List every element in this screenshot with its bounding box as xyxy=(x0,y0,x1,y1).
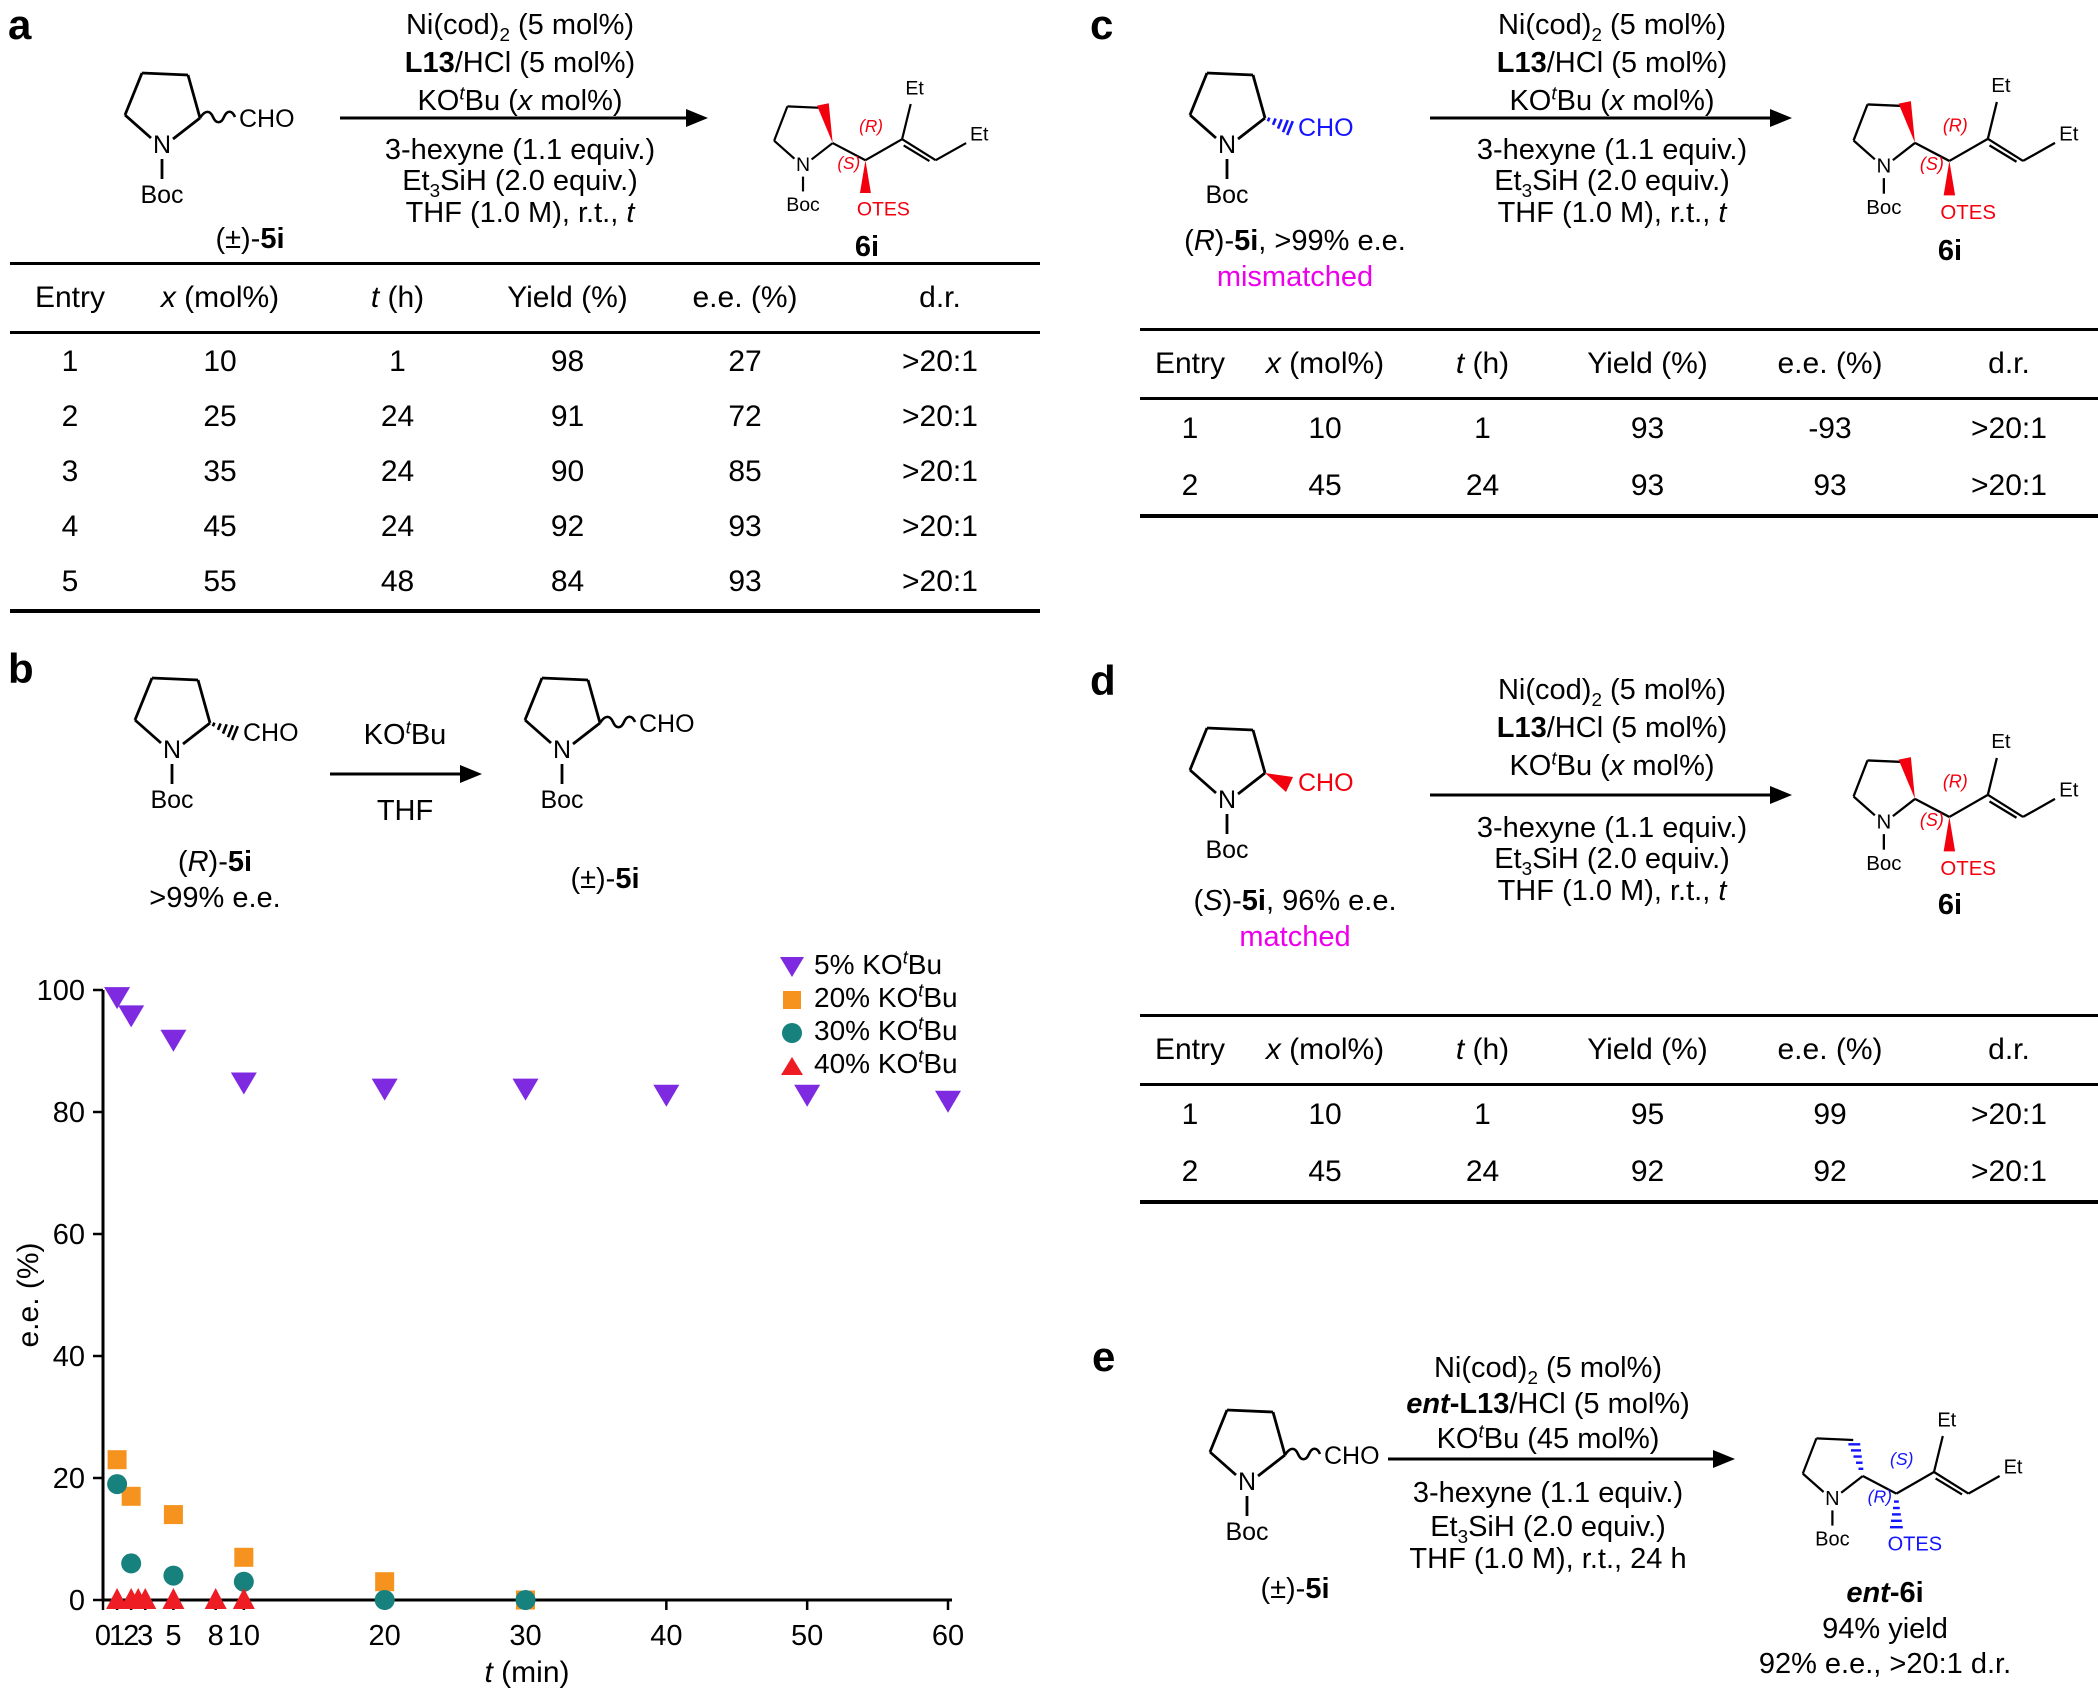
ring-hash-bond xyxy=(1848,1444,1863,1468)
table-cell: 91 xyxy=(550,399,585,433)
panel-d-table-wrap xyxy=(1140,1014,2098,1204)
reactant-name-e: (±)-5i xyxy=(1260,1573,1330,1605)
svg-text:8: 8 xyxy=(207,1620,224,1652)
reactant-structure-c xyxy=(1165,45,1405,220)
table-cell: 1 xyxy=(1474,1097,1491,1131)
legend-label: 30% $KO^tBu$ xyxy=(814,1013,958,1046)
stereo-descriptor: (R) xyxy=(859,116,884,137)
svg-text:10: 10 xyxy=(227,1620,260,1652)
table-cell: 85 xyxy=(728,454,762,488)
legend-label: 5% $KO^tBu$ xyxy=(814,947,943,980)
stereo-descriptor: (R) xyxy=(1942,115,1968,136)
table-cell: 1 xyxy=(389,344,406,378)
table-header-row xyxy=(1140,1016,2098,1085)
reactant-structure-d xyxy=(1165,700,1405,875)
otes-wedge-bond xyxy=(1944,161,1955,195)
table-cell: -93 xyxy=(1808,411,1852,445)
nitrogen-atom-label: N xyxy=(1217,786,1237,814)
table-cell: 93 xyxy=(728,564,762,598)
svg-text:3: 3 xyxy=(137,1620,154,1652)
nitrogen-atom-label: N xyxy=(795,154,811,177)
svg-text:50: 50 xyxy=(791,1620,824,1652)
table-cell: 45 xyxy=(203,509,237,543)
panel-a-table-wrap xyxy=(10,262,1040,613)
column-header: x (mol%) xyxy=(130,264,310,333)
boc-group-label: Boc xyxy=(140,181,184,209)
condition-line: $Et_3SiH$ (2.0 equiv.) xyxy=(1430,1511,1666,1547)
condition-line: THF (1.0 M), r.t., t xyxy=(405,197,635,229)
ethyl-group-label: Et xyxy=(905,77,924,100)
table-cell: 3 xyxy=(61,454,79,488)
ethyl-group-label: Et xyxy=(1991,74,2011,98)
table-row xyxy=(1140,457,2098,516)
table-cell: >20:1 xyxy=(902,399,978,433)
table-row xyxy=(1140,1143,2098,1202)
otes-group-label: OTES xyxy=(1887,1533,1943,1556)
reaction-arrow-e xyxy=(1388,1447,1735,1471)
condition-line: $Et_3SiH$ (2.0 equiv.) xyxy=(1494,843,1730,879)
condition-line: $Ni(cod)_2$ (5 mol%) xyxy=(1497,9,1727,45)
boc-group-label: Boc xyxy=(1866,196,1902,220)
table-cell: 72 xyxy=(728,399,762,433)
hashed-wedge-bond xyxy=(213,723,238,740)
product-structure-e xyxy=(1770,1356,2026,1560)
product-name-e: ent-6i xyxy=(1846,1577,1924,1609)
table-cell: 35 xyxy=(203,454,237,488)
table-cell: 10 xyxy=(1308,411,1342,445)
column-header: Yield (%) xyxy=(485,264,650,333)
table-cell: 10 xyxy=(1308,1097,1342,1131)
table-cell: 90 xyxy=(550,454,585,488)
table-cell: >20:1 xyxy=(1971,1154,2047,1188)
reactant-name-a: (±)-5i xyxy=(215,223,285,255)
legend-item xyxy=(778,948,958,981)
condition-line: $KO^tBu$ (45 mol%) xyxy=(1436,1420,1660,1455)
table-cell: 95 xyxy=(1630,1097,1665,1131)
condition-line: $Et_3SiH$ (2.0 equiv.) xyxy=(1494,165,1730,201)
reactant-ee-b: >99% e.e. xyxy=(149,882,281,914)
boc-group-label: Boc xyxy=(1205,836,1249,864)
column-header: d.r. xyxy=(1920,330,2098,399)
product-name-c: 6i xyxy=(1937,235,1963,267)
ethyl-group-label: Et xyxy=(2059,122,2079,146)
table-cell: 93 xyxy=(1630,411,1665,445)
otes-wedge-bond xyxy=(860,160,871,193)
table-cell: 2 xyxy=(1181,468,1199,502)
table-cell: 27 xyxy=(728,344,762,378)
table-cell: 99 xyxy=(1813,1097,1847,1131)
condition-line: L13/HCl (5 mol%) xyxy=(1496,712,1728,744)
table-row xyxy=(1140,399,2098,458)
legend-marker-circle-icon xyxy=(778,1016,806,1046)
table-cell: >20:1 xyxy=(902,454,978,488)
condition-line: $Ni(cod)_2$ (5 mol%) xyxy=(1497,674,1727,710)
stereo-descriptor: (R) xyxy=(1942,771,1968,792)
svg-text:100: 100 xyxy=(36,975,85,1007)
chart-x-axis-title: t (min) xyxy=(484,1656,570,1689)
panel-d-table xyxy=(1140,1014,2098,1204)
nitrogen-atom-label: N xyxy=(552,736,572,764)
cho-group-label: CHO xyxy=(1298,769,1354,797)
panel-d-label: d xyxy=(1090,657,1116,704)
reactant-structure-b xyxy=(110,650,350,825)
table-cell: 84 xyxy=(550,564,585,598)
table-cell: >20:1 xyxy=(902,509,978,543)
product-name-a: 6i xyxy=(854,231,880,263)
table-cell: 1 xyxy=(61,344,79,378)
table-cell: 55 xyxy=(203,564,237,598)
panel-c-label: c xyxy=(1090,1,1114,48)
otes-group-label: OTES xyxy=(856,198,910,221)
stereo-descriptor: (S) xyxy=(1919,809,1944,830)
nitrogen-atom-label: N xyxy=(1237,1468,1257,1496)
table-row xyxy=(10,554,1040,611)
panel-a-label: a xyxy=(8,1,32,48)
nitrogen-atom-label: N xyxy=(1825,1487,1840,1510)
table-cell: >20:1 xyxy=(902,344,978,378)
svg-text:30: 30 xyxy=(509,1620,542,1652)
svg-text:2: 2 xyxy=(123,1620,140,1652)
legend-marker-square-icon xyxy=(778,983,806,1013)
ethyl-group-label: Et xyxy=(2003,1456,2023,1479)
table-cell: >20:1 xyxy=(1971,468,2047,502)
nitrogen-atom-label: N xyxy=(1876,810,1892,834)
otes-group-label: OTES xyxy=(1940,857,1997,881)
svg-text:0: 0 xyxy=(94,1620,112,1652)
legend-item xyxy=(778,981,958,1014)
table-cell: 24 xyxy=(1465,1154,1500,1188)
table-cell: 24 xyxy=(1465,468,1500,502)
table-cell: 24 xyxy=(380,509,415,543)
product-structure-d xyxy=(1820,676,2082,885)
ring-wedge-bond xyxy=(1899,757,1915,799)
nitrogen-atom-label: N xyxy=(1876,154,1892,178)
table-cell: 92 xyxy=(1630,1154,1665,1188)
table-cell: 4 xyxy=(61,509,79,543)
table-cell: 25 xyxy=(203,399,237,433)
boc-group-label: Boc xyxy=(1866,852,1902,876)
reactant-tag-c: mismatched xyxy=(1216,261,1374,293)
condition-line: $Ni(cod)_2$ (5 mol%) xyxy=(405,9,635,45)
ethyl-group-label: Et xyxy=(2059,778,2079,802)
table-cell: 45 xyxy=(1308,468,1342,502)
condition-line: L13/HCl (5 mol%) xyxy=(404,47,636,79)
table-cell: 1 xyxy=(1181,1097,1199,1131)
svg-text:60: 60 xyxy=(52,1219,85,1251)
column-header: x (mol%) xyxy=(1240,1016,1410,1085)
svg-text:20: 20 xyxy=(52,1463,85,1495)
table-cell: 1 xyxy=(1474,411,1491,445)
nitrogen-atom-label: N xyxy=(162,736,182,764)
ethyl-group-label: Et xyxy=(970,123,989,146)
legend-marker-triangle-down-icon xyxy=(778,950,806,980)
boc-group-label: Boc xyxy=(150,786,194,814)
cho-group-label: CHO xyxy=(639,710,695,738)
condition-line: $KO^tBu$ (x mol%) xyxy=(1509,747,1715,782)
legend-item xyxy=(778,1014,958,1047)
condition-line: 3-hexyne (1.1 equiv.) xyxy=(384,134,656,166)
boc-group-label: Boc xyxy=(1225,1518,1269,1546)
otes-group-label: OTES xyxy=(1940,201,1997,225)
ring-wedge-bond xyxy=(817,103,833,143)
boc-group-label: Boc xyxy=(1205,181,1249,209)
boc-group-label: Boc xyxy=(540,786,584,814)
arrow-condition-above: $KO^tBu$ xyxy=(363,716,447,751)
reactant-tag-d: matched xyxy=(1239,921,1351,953)
squiggle-bond xyxy=(200,112,235,123)
product-structure-c xyxy=(1820,20,2082,229)
column-header: Entry xyxy=(10,264,130,333)
svg-text:20: 20 xyxy=(368,1620,401,1652)
table-cell: >20:1 xyxy=(1971,1097,2047,1131)
column-header: t (h) xyxy=(310,264,485,333)
condition-line: $KO^tBu$ (x mol%) xyxy=(417,82,623,117)
table-cell: 24 xyxy=(380,454,415,488)
table-cell: 45 xyxy=(1308,1154,1342,1188)
svg-text:0: 0 xyxy=(68,1585,85,1617)
table-cell: 48 xyxy=(380,564,415,598)
condition-line: THF (1.0 M), r.t., 24 h xyxy=(1409,1543,1687,1575)
ethyl-group-label: Et xyxy=(1937,1409,1957,1432)
condition-line: 3-hexyne (1.1 equiv.) xyxy=(1476,134,1748,166)
legend-marker-triangle-up-icon xyxy=(778,1049,806,1079)
reaction-arrow-c xyxy=(1430,106,1792,130)
boc-group-label: Boc xyxy=(786,193,820,216)
condition-line: $KO^tBu$ (x mol%) xyxy=(1509,82,1715,117)
svg-text:40: 40 xyxy=(52,1341,85,1373)
table-row xyxy=(10,444,1040,499)
table-cell: 93 xyxy=(1630,468,1665,502)
ethyl-group-label: Et xyxy=(1991,730,2011,754)
legend-label: 20% $KO^tBu$ xyxy=(814,980,958,1013)
hashed-wedge-bond xyxy=(1268,118,1293,135)
product-name-b: (±)-5i xyxy=(570,863,640,895)
column-header: e.e. (%) xyxy=(1740,1016,1920,1085)
column-header: Yield (%) xyxy=(1555,330,1740,399)
product-name-d: 6i xyxy=(1937,889,1963,921)
table-row xyxy=(10,333,1040,390)
column-header: d.r. xyxy=(1920,1016,2098,1085)
table-cell: >20:1 xyxy=(1971,411,2047,445)
svg-text:40: 40 xyxy=(650,1620,683,1652)
table-header-row xyxy=(1140,330,2098,399)
condition-line: $Ni(cod)_2$ (5 mol%) xyxy=(1433,1352,1663,1388)
panel-e-label: e xyxy=(1092,1333,1116,1380)
stereo-descriptor: (S) xyxy=(1890,1448,1914,1469)
column-header: x (mol%) xyxy=(1240,330,1410,399)
svg-text:80: 80 xyxy=(52,1097,85,1129)
stereo-descriptor: (R) xyxy=(1867,1486,1893,1507)
column-header: Yield (%) xyxy=(1555,1016,1740,1085)
table-cell: 93 xyxy=(728,509,762,543)
reaction-arrow-b xyxy=(330,762,482,786)
reactant-name-d: (S)-5i, 96% e.e. xyxy=(1193,885,1397,917)
reactant-name-c: (R)-5i, >99% e.e. xyxy=(1184,225,1406,257)
reactant-name-b: (R)-5i xyxy=(177,846,253,878)
column-header: e.e. (%) xyxy=(1740,330,1920,399)
legend-item xyxy=(778,1047,958,1080)
column-header: d.r. xyxy=(840,264,1040,333)
cho-group-label: CHO xyxy=(1298,114,1354,142)
condition-line: $Et_3SiH$ (2.0 equiv.) xyxy=(402,165,638,201)
chart-legend xyxy=(778,948,958,1080)
table-cell: 2 xyxy=(61,399,79,433)
boc-group-label: Boc xyxy=(1815,1528,1850,1551)
condition-line: THF (1.0 M), r.t., t xyxy=(1497,875,1727,907)
column-header: e.e. (%) xyxy=(650,264,840,333)
product-ee-dr-e: 92% e.e., >20:1 d.r. xyxy=(1758,1648,2012,1680)
nitrogen-atom-label: N xyxy=(1217,131,1237,159)
panel-a-table xyxy=(10,262,1040,613)
column-header: t (h) xyxy=(1410,1016,1555,1085)
chart-y-axis-title: e.e. (%) xyxy=(12,1242,45,1348)
table-cell: 92 xyxy=(1813,1154,1847,1188)
table-cell: 92 xyxy=(550,509,585,543)
svg-text:1: 1 xyxy=(109,1620,126,1652)
table-row xyxy=(1140,1085,2098,1144)
product-structure-a xyxy=(742,26,992,225)
product-yield-e: 94% yield xyxy=(1822,1613,1948,1645)
table-cell: 2 xyxy=(1181,1154,1199,1188)
table-cell: 24 xyxy=(380,399,415,433)
table-cell: 93 xyxy=(1813,468,1847,502)
nitrogen-atom-label: N xyxy=(152,131,172,159)
table-cell: 1 xyxy=(1181,411,1199,445)
otes-wedge-bond xyxy=(1944,817,1955,851)
table-cell: 10 xyxy=(203,344,237,378)
table-row xyxy=(10,389,1040,444)
reaction-arrow-d xyxy=(1430,783,1792,807)
product-structure-b xyxy=(500,650,740,825)
column-header: Entry xyxy=(1140,1016,1240,1085)
stereo-descriptor: (S) xyxy=(837,152,861,173)
cho-group-label: CHO xyxy=(1324,1442,1380,1470)
table-cell: 98 xyxy=(550,344,585,378)
condition-line: 3-hexyne (1.1 equiv.) xyxy=(1476,812,1748,844)
condition-line: L13/HCl (5 mol%) xyxy=(1496,47,1728,79)
reaction-arrow-a xyxy=(340,106,708,130)
stereo-descriptor: (S) xyxy=(1919,153,1944,174)
condition-line: ent-L13/HCl (5 mol%) xyxy=(1406,1388,1690,1420)
table-cell: 5 xyxy=(61,564,79,598)
cho-group-label: CHO xyxy=(243,719,299,747)
panel-c-table-wrap xyxy=(1140,328,2098,518)
squiggle-bond xyxy=(600,717,635,728)
table-cell: >20:1 xyxy=(902,564,978,598)
svg-text:60: 60 xyxy=(931,1620,965,1652)
solid-wedge-bond xyxy=(1265,773,1293,792)
table-row xyxy=(10,499,1040,554)
panel-c-table xyxy=(1140,328,2098,518)
legend-label: 40% $KO^tBu$ xyxy=(814,1046,958,1079)
panel-b-label: b xyxy=(8,645,34,692)
column-header: t (h) xyxy=(1410,330,1555,399)
cho-group-label: CHO xyxy=(239,105,295,133)
table-header-row xyxy=(10,264,1040,333)
condition-line: THF (1.0 M), r.t., t xyxy=(1497,197,1727,229)
condition-line: 3-hexyne (1.1 equiv.) xyxy=(1412,1477,1684,1509)
ring-wedge-bond xyxy=(1899,101,1915,143)
svg-text:5: 5 xyxy=(165,1620,182,1652)
arrow-condition-below: THF xyxy=(376,795,434,827)
column-header: Entry xyxy=(1140,330,1240,399)
